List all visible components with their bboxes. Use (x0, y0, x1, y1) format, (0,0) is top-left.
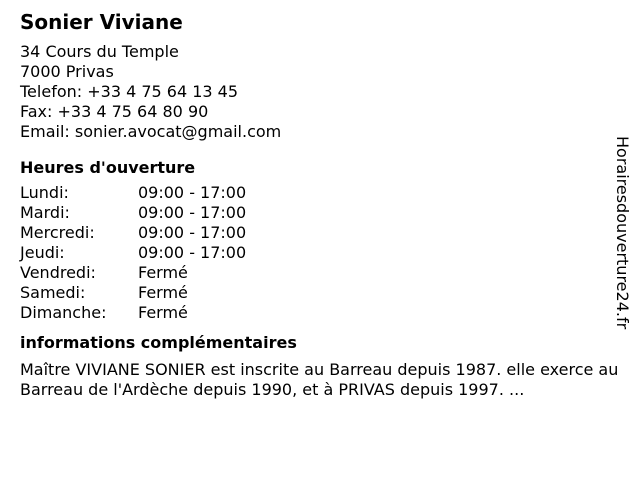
hours-row-sunday (20, 303, 610, 323)
hours-value: Fermé (138, 303, 188, 322)
day-label: Vendredi: (20, 263, 96, 282)
additional-info-heading: informations complémentaires (20, 333, 297, 352)
opening-hours-list (20, 183, 610, 323)
day-label: Jeudi: (20, 243, 65, 262)
day-label: Mardi: (20, 203, 70, 222)
hours-value: Fermé (138, 263, 188, 282)
hours-value: 09:00 - 17:00 (138, 203, 247, 222)
email-address: Email: sonier.avocat@gmail.com (20, 122, 282, 141)
hours-row-thursday (20, 243, 610, 263)
hours-value: 09:00 - 17:00 (138, 223, 247, 242)
day-label: Samedi: (20, 283, 86, 302)
additional-info-text: Maître VIVIANE SONIER est inscrite au Barreau depuis 1987. elle exerce au Barreau de l'Ardèche depuis 1990, et à PRIVAS depuis 1997. ... (20, 360, 619, 399)
hours-row-wednesday (20, 223, 610, 243)
phone-number: Telefon: +33 4 75 64 13 45 (20, 82, 239, 101)
opening-hours-heading: Heures d'ouverture (20, 158, 196, 177)
business-name: Sonier Viviane (20, 10, 183, 34)
hours-row-tuesday (20, 203, 610, 223)
hours-row-monday (20, 183, 610, 203)
hours-value: 09:00 - 17:00 (138, 243, 247, 262)
fax-number: Fax: +33 4 75 64 80 90 (20, 102, 209, 121)
address-street: 34 Cours du Temple (20, 42, 179, 61)
hours-value: 09:00 - 17:00 (138, 183, 247, 202)
site-watermark: Horairesdouverture24.fr (613, 136, 632, 330)
day-label: Lundi: (20, 183, 69, 202)
day-label: Dimanche: (20, 303, 107, 322)
address-city: 7000 Privas (20, 62, 114, 81)
hours-row-friday (20, 263, 610, 283)
business-card (20, 8, 619, 400)
day-label: Mercredi: (20, 223, 95, 242)
hours-value: Fermé (138, 283, 188, 302)
hours-row-saturday (20, 283, 610, 303)
